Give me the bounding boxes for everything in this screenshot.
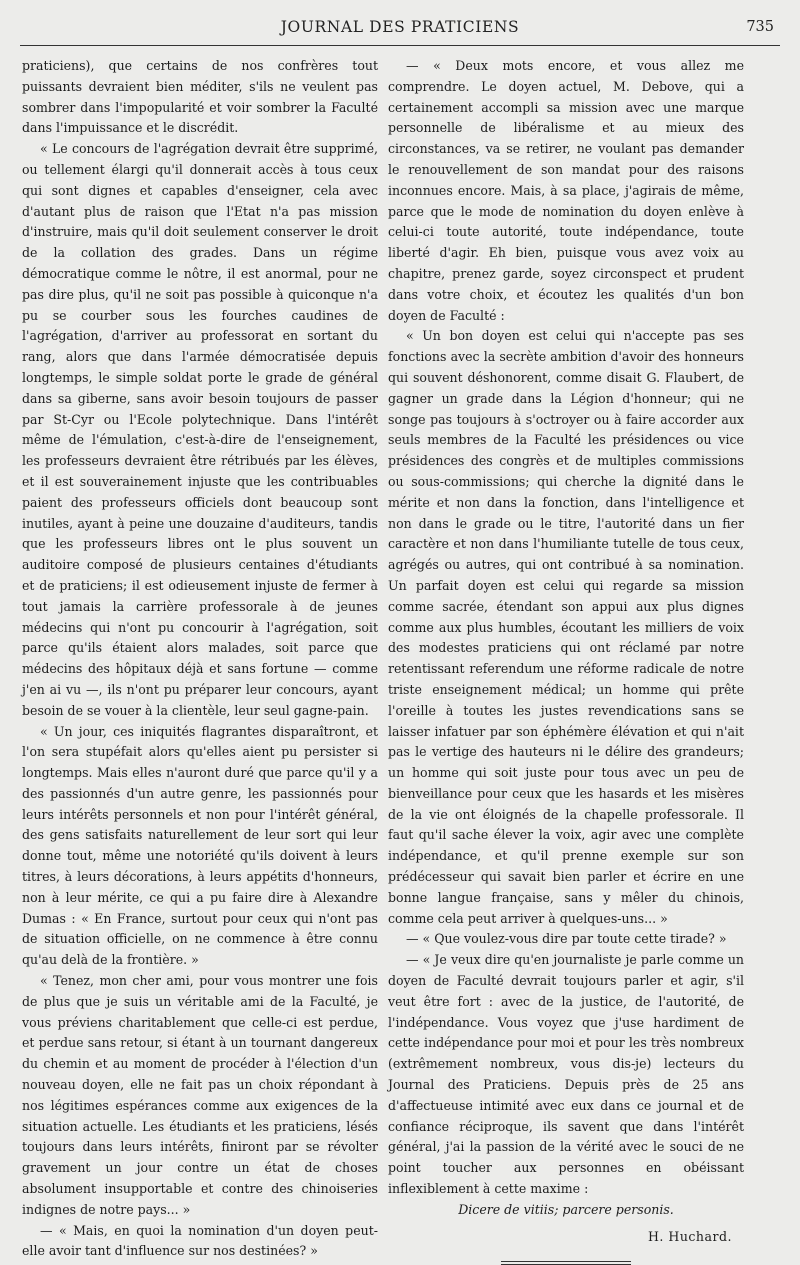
paragraph: — « Que voulez-vous dire par toute cette tirade? » xyxy=(406,931,727,947)
page-number: 735 xyxy=(746,19,774,35)
journal-title: JOURNAL DES PRATICIENS xyxy=(280,18,520,36)
paragraph: « Tenez, mon cher ami, pour vous montrer une fois de plus que je suis un véritable ami de la Faculté, je vous préviens charitablement que celle-ci est perdue, et perdue sans retour, si étant à un tournant dangereux du chemin et au moment de procéder à l'élection d'un nouveau doyen, elle ne fait pas un choix répondant à nos légitimes espérances comme aux exigences de la situation actuelle. Les étudiants et les praticiens, lésés toujours dans leurs intérêts, finiront par se révolter gravement un jour contre un état de choses absolument insupportable et contre des chinoiseries indignes de notre pays... » xyxy=(22,973,378,1217)
left-column xyxy=(22,56,378,1262)
paragraph: praticiens), que certains de nos confrères tout puissants devraient bien méditer, s'ils ne veulent pas sombrer dans l'impopularité et voir sombrer la Faculté dans l'impuissance et le discrédit. xyxy=(22,58,378,136)
right-column xyxy=(388,56,744,1265)
paragraph: — « Mais, en quoi la nomination d'un doyen peut-elle avoir tant d'influence sur nos destinées? » xyxy=(22,1222,378,1259)
paragraph: « Un bon doyen est celui qui n'accepte pas ses fonctions avec la secrète ambition d'avoir des honneurs qui souvent déshonorent, comme disait G. Flaubert, de gagner un grade dans la Légion d'honneur; qui ne songe pas toujours à s'octroyer ou à faire accorder aux seuls membres de la Faculté les présidences ou vice présidences des congrès et de multiples commissions ou sous-commissions; qui cherche la dignité dans le mérite et non dans la fonction, dans l'intelligence et non dans le grade ou le titre, l'autorité dans un fier caractère et non dans l'humiliante tutelle de tous ceux, agrégés ou autres, qui ont contribué à sa nomination. Un parfait doyen est celui qui regarde sa mission comme sacrée, étendant son appui aux plus dignes comme aux plus humbles, écoutant les milliers de voix des modestes praticiens qui ont réclamé par notre retentissant referendum une réforme radicale de notre triste enseignement médical; un homme qui prête l'oreille à toutes les justes revendications sans se laisser infatuer par son éphémère élévation et qui n'ait pas le vertige des hauteurs ni le délire des grandeurs; un homme qui soit juste pour tous avec un peu de bienveillance pour ceux que les hasards et les misères de la vie ont éloignés de la chapelle professorale. Il faut qu'il sache élever la voix, agir avec une complète indépendance, et qu'il prenne exemple sur son prédécesseur qui savait bien parler et écrire en une bonne langue française, sans y mêler du chinois, comme cela peut arriver à quelques-uns... » xyxy=(388,328,744,926)
paragraph: — « Deux mots encore, et vous allez me comprendre. Le doyen actuel, M. Debove, qui a certainement accompli sa mission avec une marque personnelle de libéralisme et au mieux des circonstances, va se retirer, ne voulant pas demander le renouvellement de son mandat pour des raisons inconnues encore. Mais, à sa place, j'agirais de même, parce que le mode de nomination du doyen enlève à celui-ci toute autorité, toute indépendance, toute liberté d'agir. Eh bien, puisque vous avez voix au chapitre, prenez garde, soyez circonspect et prudent dans votre choix, et écoutez les qualités d'un bon doyen de Faculté : xyxy=(388,58,744,323)
author-signature: H. Huchard. xyxy=(647,1228,732,1244)
paragraph: « Le concours de l'agrégation devrait être supprimé, ou tellement élargi qu'il donnerait accès à tous ceux qui sont dignes et capables d'enseigner, cela avec d'autant plus de raison que l'Etat n'a pas mission d'instruire, mais qu'il doit seulement conserver le droit de la collation des grades. Dans un régime démocratique comme le nôtre, il est anormal, pour ne pas dire plus, qu'il ne soit pas possible à quiconque n'a pu se courber sous les fourches caudines de l'agrégation, d'arriver au professorat en sortant du rang, alors que dans l'armée démocratisée depuis longtemps, le simple soldat porte le grade de général dans sa giberne, sans avoir besoin toujours de passer par St-Cyr ou l'Ecole polytechnique. Dans l'intérêt même de l'émulation, c'est-à-dire de l'enseignement, les professeurs devraient être rétribués par les élèves, et il est souverainement injuste que les contribuables paient des professeurs officiels dont beaucoup sont inutiles, ayant à peine une douzaine d'auditeurs, tandis que les professeurs libres ont le plus souvent un auditoire composé de plusieurs centaines d'étudiants et de praticiens; il est odieusement injuste de fermer à tout jamais la carrière professorale à de jeunes médecins qui n'ont pu concourir à l'agrégation, soit parce qu'ils étaient alors malades, soit parce que médecins des hôpitaux déjà et sans fortune — comme j'en ai vu —, ils n'ont pu préparer leur concours, ayant besoin de se vouer à la clientèle, leur seul gagne-pain. xyxy=(22,141,378,718)
header-rule xyxy=(20,45,780,46)
paragraph: — « Je veux dire qu'en journaliste je parle comme un doyen de Faculté devrait toujours parler et agir, s'il veut être fort : avec de la justice, de l'autorité, de l'indépendance. Vous voyez que j'use hardiment de cette indépendance pour moi et pour les très nombreux (extrêmement nombreux, vous dis-je) lecteurs du Journal des Praticiens. Depuis près de 25 ans d'affectueuse intimité avec eux dans ce journal et de confiance réciproque, ils savent que dans l'intérêt général, j'ai la passion de la vérité avec le souci de ne point toucher aux personnes en obéissant inflexiblement à cette maxime : xyxy=(388,952,744,1197)
latin-maxim: Dicere de vitiis; parcere personis. xyxy=(458,1201,674,1217)
page-header xyxy=(20,16,780,40)
closing-rule xyxy=(501,1261,631,1265)
paragraph: « Un jour, ces iniquités flagrantes disparaîtront, et l'on sera stupéfait alors qu'elles aient pu persister si longtemps. Mais elles n'auront duré que parce qu'il y a des passionnés d'un autre genre, les passionnés pour leurs intérêts personnels et non pour l'intérêt général, des gens satisfaits naturellement de leur sort qui leur donne tout, même une notoriété qu'ils doivent à leurs titres, à leurs décorations, à leurs appétits d'honneurs, non à leur mérite, ce qui a pu faire dire à Alexandre Dumas : « En France, surtout pour ceux qui n'ont pas de situation officielle, on ne commence à être connu qu'au delà de la frontière. » xyxy=(22,723,378,968)
